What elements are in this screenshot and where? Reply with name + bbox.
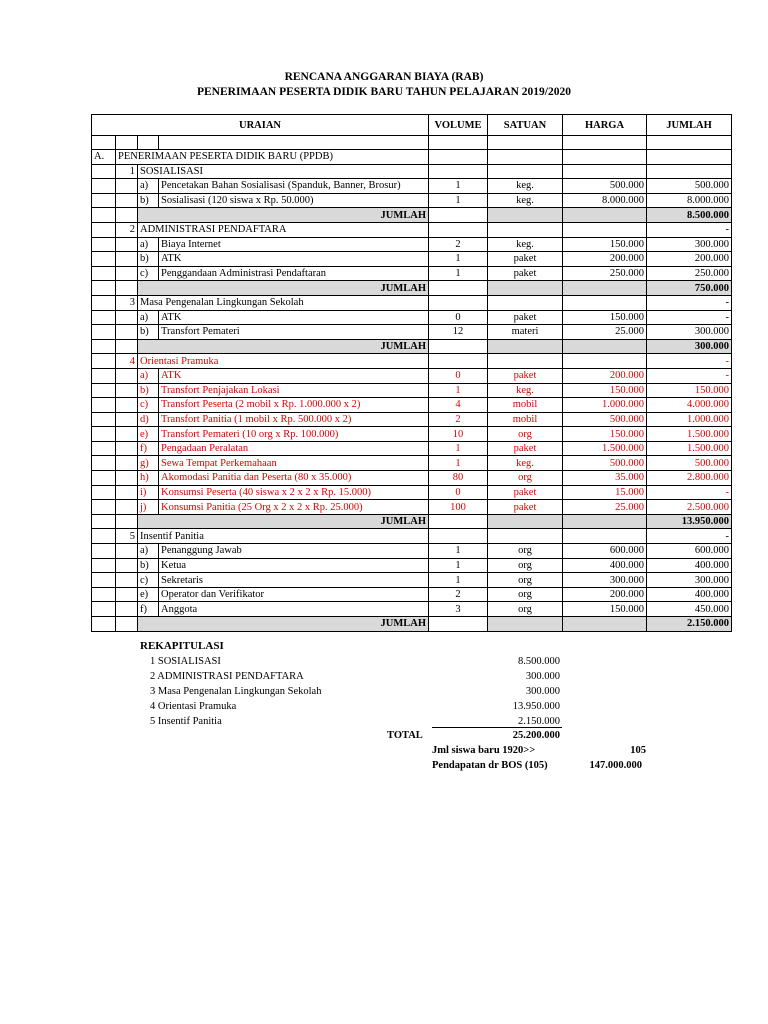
item-volume: 12 [429,325,488,340]
item-unit: org [488,544,563,559]
item-price: 200.000 [563,587,647,602]
item-amount: 450.000 [647,602,732,617]
item-description: Sosialisasi (120 siswa x Rp. 50.000) [159,193,429,208]
item-volume: 1 [429,558,488,573]
group-total-label: JUMLAH [138,339,429,354]
section-title: PENERIMAAN PESERTA DIDIK BARU (PPDB) [116,150,429,165]
item-unit: paket [488,485,563,500]
table-row [92,441,732,456]
item-code: d) [138,412,159,427]
group-total-amount: 13.950.000 [647,514,732,529]
group-heading-row [92,222,732,237]
budget-table-body [92,115,732,632]
table-row [92,237,732,252]
item-unit: mobil [488,412,563,427]
item-volume: 1 [429,383,488,398]
siswa-value: 105 [630,745,646,756]
item-description: Anggota [159,602,429,617]
bos-label: Pendapatan dr BOS (105) [432,760,548,771]
item-unit: org [488,602,563,617]
item-code: b) [138,252,159,267]
item-volume: 1 [429,573,488,588]
item-amount: 300.000 [647,237,732,252]
group-number: 3 [116,295,138,310]
siswa-label: Jml siswa baru 1920>> [432,745,536,756]
table-row [92,602,732,617]
item-volume: 3 [429,602,488,617]
item-code: e) [138,587,159,602]
item-code: c) [138,398,159,413]
table-row [92,471,732,486]
item-volume: 1 [429,266,488,281]
table-row [92,485,732,500]
item-description: Pencetakan Bahan Sosialisasi (Spanduk, Banner, Brosur) [159,179,429,194]
group-heading-row [92,529,732,544]
group-total-amount: 8.500.000 [647,208,732,223]
table-row [92,544,732,559]
group-total-row [92,514,732,529]
table-row [92,193,732,208]
item-price: 150.000 [563,427,647,442]
table-header-row [92,115,732,136]
item-amount: 1.500.000 [647,441,732,456]
item-amount: 300.000 [647,573,732,588]
table-row [92,398,732,413]
item-amount: - [647,310,732,325]
item-amount: 500.000 [647,456,732,471]
item-description: Ketua [159,558,429,573]
item-price: 300.000 [563,573,647,588]
item-code: b) [138,383,159,398]
item-unit: keg. [488,193,563,208]
group-total-label: JUMLAH [138,281,429,296]
item-amount: 250.000 [647,266,732,281]
item-unit: org [488,587,563,602]
table-row [92,412,732,427]
item-unit: org [488,558,563,573]
item-volume: 1 [429,193,488,208]
item-volume: 2 [429,237,488,252]
item-price: 15.000 [563,485,647,500]
item-amount: 600.000 [647,544,732,559]
group-number: 5 [116,529,138,544]
item-price: 8.000.000 [563,193,647,208]
item-description: Pengadaan Peralatan [159,441,429,456]
item-amount: 1.000.000 [647,412,732,427]
item-volume: 1 [429,544,488,559]
item-description: Transfort Penjajakan Lokasi [159,383,429,398]
group-total-label: JUMLAH [138,514,429,529]
item-amount: 500.000 [647,179,732,194]
item-code: a) [138,368,159,383]
item-volume: 2 [429,412,488,427]
group-total-row [92,617,732,632]
group-total-row [92,208,732,223]
section-code: A. [92,150,116,165]
item-code: j) [138,500,159,515]
item-description: Sekretaris [159,573,429,588]
group-total-amount: 300.000 [647,339,732,354]
item-amount: 1.500.000 [647,427,732,442]
table-row [92,558,732,573]
item-unit: paket [488,368,563,383]
group-head-amount: - [647,222,732,237]
item-amount: 4.000.000 [647,398,732,413]
group-number: 2 [116,222,138,237]
item-description: ATK [159,252,429,267]
item-unit: paket [488,500,563,515]
item-price: 250.000 [563,266,647,281]
recap-item-amount: 2.150.000 [518,716,560,727]
item-volume: 0 [429,310,488,325]
item-code: a) [138,310,159,325]
item-description: Operator dan Verifikator [159,587,429,602]
item-code: c) [138,573,159,588]
item-code: i) [138,485,159,500]
item-price: 500.000 [563,412,647,427]
item-code: h) [138,471,159,486]
item-amount: 300.000 [647,325,732,340]
table-row [92,266,732,281]
item-code: f) [138,441,159,456]
group-title: Insentif Panitia [138,529,429,544]
item-code: a) [138,237,159,252]
item-unit: paket [488,310,563,325]
group-title: SOSIALISASI [138,164,429,179]
title-line-1: RENCANA ANGGARAN BIAYA (RAB) [284,71,484,83]
item-unit: org [488,427,563,442]
col-header-jumlah: JUMLAH [647,115,732,136]
spacer-row [92,136,732,150]
item-description: Akomodasi Panitia dan Peserta (80 x 35.000) [159,471,429,486]
recap-item-amount: 300.000 [525,671,560,682]
table-row [92,500,732,515]
recap-item-amount: 8.500.000 [518,656,560,667]
table-row [92,427,732,442]
group-total-label: JUMLAH [138,617,429,632]
item-code: e) [138,427,159,442]
item-description: Sewa Tempat Perkemahaan [159,456,429,471]
group-head-amount: - [647,295,732,310]
recap-item-label: 5 Insentif Panitia [150,716,222,727]
item-unit: org [488,573,563,588]
group-head-amount: - [647,529,732,544]
item-description: Konsumsi Peserta (40 siswa x 2 x 2 x Rp. 15.000) [159,485,429,500]
item-volume: 10 [429,427,488,442]
item-price: 200.000 [563,252,647,267]
group-heading-row [92,354,732,369]
item-amount: 400.000 [647,558,732,573]
item-description: ATK [159,368,429,383]
item-volume: 0 [429,485,488,500]
table-row [92,310,732,325]
item-code: b) [138,558,159,573]
recap-item-amount: 13.950.000 [512,701,560,712]
item-code: f) [138,602,159,617]
item-amount: 200.000 [647,252,732,267]
item-volume: 1 [429,252,488,267]
item-description: Transfort Pemateri (10 org x Rp. 100.000) [159,427,429,442]
item-unit: keg. [488,456,563,471]
item-amount: - [647,368,732,383]
recap-total-amount: 25.200.000 [512,730,560,741]
recap-item-label: 3 Masa Pengenalan Lingkungan Sekolah [150,686,322,697]
item-description: Transfort Panitia (1 mobil x Rp. 500.000 x 2) [159,412,429,427]
item-unit: mobil [488,398,563,413]
bos-value: 147.000.000 [589,760,642,771]
col-header-uraian: URAIAN [92,115,429,136]
item-code: b) [138,193,159,208]
item-unit: materi [488,325,563,340]
item-volume: 0 [429,368,488,383]
item-amount: 400.000 [647,587,732,602]
document-title-block [0,70,768,100]
table-row [92,456,732,471]
recap-item-label: 4 Orientasi Pramuka [150,701,237,712]
budget-table [91,114,732,632]
item-unit: keg. [488,383,563,398]
item-price: 150.000 [563,602,647,617]
col-header-harga: HARGA [563,115,647,136]
item-description: Penanggung Jawab [159,544,429,559]
group-title: Orientasi Pramuka [138,354,429,369]
recap-total-rule [432,727,562,728]
item-volume: 1 [429,441,488,456]
group-number: 4 [116,354,138,369]
recap-item-amount: 300.000 [525,686,560,697]
title-line-2: PENERIMAAN PESERTA DIDIK BARU TAHUN PELAJARAN 2019/2020 [196,86,571,98]
item-code: a) [138,179,159,194]
col-header-volume: VOLUME [429,115,488,136]
item-code: c) [138,266,159,281]
item-unit: paket [488,266,563,281]
table-row [92,573,732,588]
table-row [92,587,732,602]
section-row [92,150,732,165]
item-description: Biaya Internet [159,237,429,252]
item-unit: keg. [488,237,563,252]
item-price: 150.000 [563,383,647,398]
item-code: a) [138,544,159,559]
item-price: 35.000 [563,471,647,486]
group-total-row [92,281,732,296]
item-price: 1.500.000 [563,441,647,456]
item-volume: 1 [429,179,488,194]
item-price: 500.000 [563,179,647,194]
item-amount: 150.000 [647,383,732,398]
item-description: Transfort Pemateri [159,325,429,340]
item-description: Transfort Peserta (2 mobil x Rp. 1.000.000 x 2) [159,398,429,413]
recap-item-label: 2 ADMINISTRASI PENDAFTARA [150,671,304,682]
item-price: 150.000 [563,237,647,252]
group-total-label: JUMLAH [138,208,429,223]
item-price: 600.000 [563,544,647,559]
item-amount: 2.800.000 [647,471,732,486]
item-price: 1.000.000 [563,398,647,413]
item-unit: paket [488,252,563,267]
item-volume: 80 [429,471,488,486]
group-title: Masa Pengenalan Lingkungan Sekolah [138,295,429,310]
item-amount: 2.500.000 [647,500,732,515]
item-volume: 4 [429,398,488,413]
group-head-amount: - [647,354,732,369]
table-row [92,252,732,267]
table-row [92,179,732,194]
group-heading-row [92,164,732,179]
group-number: 1 [116,164,138,179]
group-title: ADMINISTRASI PENDAFTARA [138,222,429,237]
recap-title: REKAPITULASI [140,640,224,652]
item-price: 150.000 [563,310,647,325]
item-unit: paket [488,441,563,456]
item-price: 400.000 [563,558,647,573]
item-unit: org [488,471,563,486]
group-total-amount: 2.150.000 [647,617,732,632]
group-total-row [92,339,732,354]
item-price: 200.000 [563,368,647,383]
group-heading-row [92,295,732,310]
group-head-amount [647,164,732,179]
item-description: Penggandaan Administrasi Pendaftaran [159,266,429,281]
col-header-satuan: SATUAN [488,115,563,136]
item-amount: - [647,485,732,500]
recap-item-label: 1 SOSIALISASI [150,656,221,667]
item-volume: 100 [429,500,488,515]
item-amount: 8.000.000 [647,193,732,208]
item-price: 25.000 [563,500,647,515]
item-code: b) [138,325,159,340]
group-total-amount: 750.000 [647,281,732,296]
table-row [92,383,732,398]
item-unit: keg. [488,179,563,194]
item-code: g) [138,456,159,471]
item-description: Konsumsi Panitia (25 Org x 2 x 2 x Rp. 25.000) [159,500,429,515]
item-volume: 1 [429,456,488,471]
table-row [92,368,732,383]
recap-total-label: TOTAL [387,730,423,741]
table-row [92,325,732,340]
item-price: 500.000 [563,456,647,471]
item-description: ATK [159,310,429,325]
item-volume: 2 [429,587,488,602]
item-price: 25.000 [563,325,647,340]
